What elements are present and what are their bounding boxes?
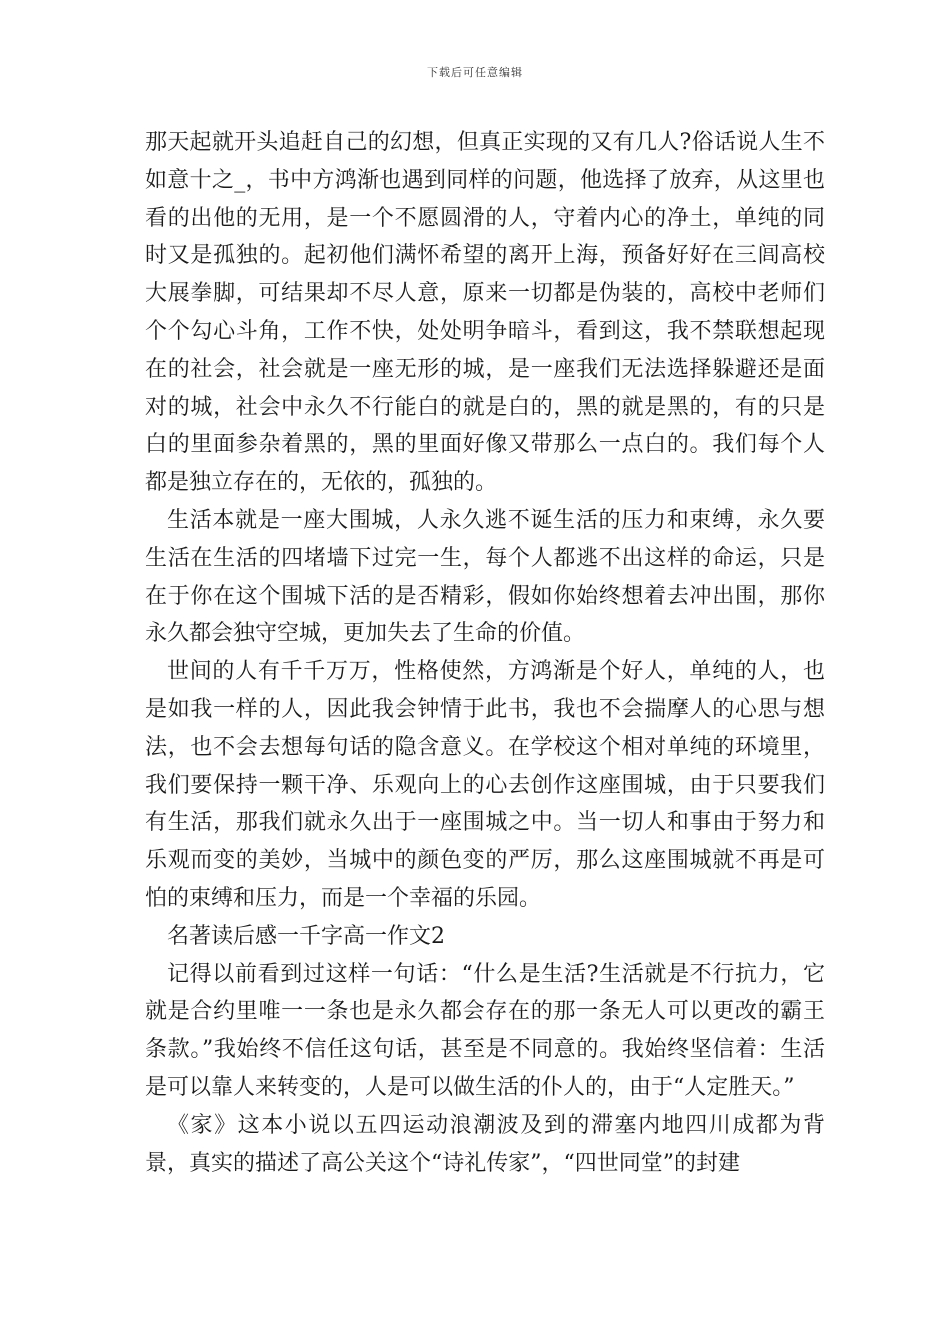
paragraph: 记得以前看到过这样一句话：“什么是生活?生活就是不行抗力，它就是合约里唯一一条也是永久都会存在的那一条无人可以更改的霸王条款。”我始终不信任这句话，甚至是不同意的。我始终坚信着：生活是可以靠人来转变的，人是可以做生活的仆人的，由于“人定胜天。”	[145, 961, 825, 1100]
paragraph: 世间的人有千千万万，性格使然，方鸿渐是个好人，单纯的人，也是如我一样的人，因此我会钟情于此书，我也不会揣摩人的心思与想法，也不会去想每句话的隐含意义。在学校这个相对单纯的环境里，我们要保持一颗干净、乐观向上的心去创作这座围城，由于只要我们有生活，那我们就永久出于一座围城之中。当一切人和事由于努力和乐观而变的美妙，当城中的颜色变的严厉，那么这座围城就不再是可怕的束缚和压力，而是一个幸福的乐园。	[145, 659, 825, 911]
paragraph: 生活本就是一座大围城，人永久逃不诞生活的压力和束缚，永久要生活在生活的四堵墙下过完一生，每个人都逃不出这样的命运，只是在于你在这个围城下活的是否精彩，假如你始终想着去冲出围，那你永久都会独守空城，更加失去了生命的价值。	[145, 507, 825, 647]
document-body	[145, 124, 825, 1182]
section-heading: 名著读后感一千字高一作文2	[167, 923, 445, 949]
page-header: 下载后可任意编辑	[427, 66, 523, 79]
paragraph: 那天起就开头追赶自己的幻想，但真正实现的又有几人?俗话说人生不如意十之_，书中方鸿渐也遇到同样的问题，他选择了放弃，从这里也看的出他的无用，是一个不愿圆滑的人，守着内心的净土，单纯的同时又是孤独的。起初他们满怀希望的离开上海，预备好好在三闾高校大展拳脚，可结果却不尽人意，原来一切都是伪装的，高校中老师们个个勾心斗角，工作不快，处处明争暗斗，看到这，我不禁联想起现在的社会，社会就是一座无形的城，是一座我们无法选择躲避还是面对的城，社会中永久不行能白的就是白的，黑的就是黑的，有的只是白的里面参杂着黑的，黑的里面好像又带那么一点白的。我们每个人都是独立存在的，无依的，孤独的。	[145, 130, 825, 496]
paragraph: 《家》这本小说以五四运动浪潮波及到的滞塞内地四川成都为背景，真实的描述了高公关这个“诗礼传家”，“四世同堂”的封建	[145, 1112, 825, 1176]
